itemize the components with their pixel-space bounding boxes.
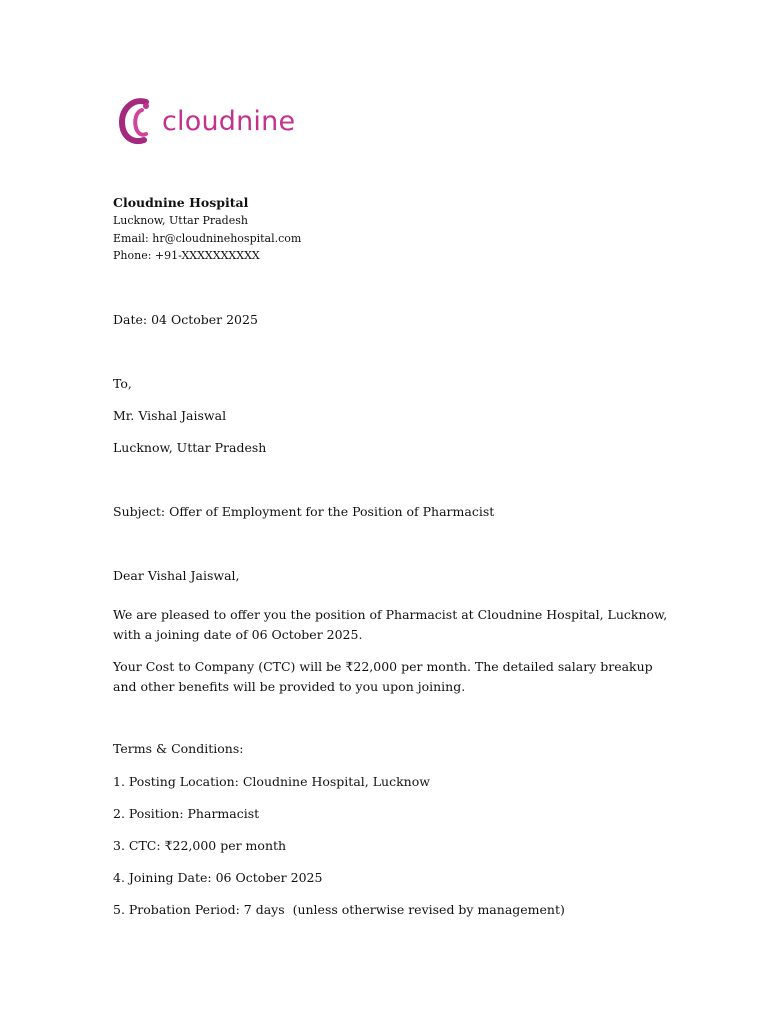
recipient-name: Mr. Vishal Jaiswal bbox=[113, 408, 227, 423]
recipient-to: To, bbox=[113, 376, 132, 391]
sender-email: Email: hr@cloudninehospital.com bbox=[113, 232, 302, 245]
terms-item: 5. Probation Period: 7 days (unless otherwise revised by management) bbox=[113, 902, 565, 917]
company-logo bbox=[116, 96, 295, 146]
sender-name: Cloudnine Hospital bbox=[113, 195, 249, 210]
greeting: Dear Vishal Jaiswal, bbox=[113, 568, 240, 583]
terms-item: 4. Joining Date: 06 October 2025 bbox=[113, 870, 323, 885]
recipient-address: Lucknow, Uttar Pradesh bbox=[113, 440, 267, 455]
sender-address: Lucknow, Uttar Pradesh bbox=[113, 214, 248, 227]
sender-phone: Phone: +91-XXXXXXXXXX bbox=[113, 249, 260, 262]
terms-item: 1. Posting Location: Cloudnine Hospital, Lucknow bbox=[113, 774, 430, 789]
terms-heading: Terms & Conditions: bbox=[113, 741, 244, 756]
letter-date: Date: 04 October 2025 bbox=[113, 312, 258, 327]
letter-subject: Subject: Offer of Employment for the Position of Pharmacist bbox=[113, 504, 495, 519]
terms-item: 2. Position: Pharmacist bbox=[113, 806, 260, 821]
logo-wordmark: cloudnine bbox=[162, 105, 296, 137]
body-paragraph: We are pleased to offer you the position of Pharmacist at Cloudnine Hospital, Lucknow, with a joining date of 06 October 2025. bbox=[113, 607, 668, 642]
cloudnine-logo-mark-icon bbox=[116, 96, 156, 146]
body-paragraph: Your Cost to Company (CTC) will be ₹22,000 per month. The detailed salary breakup and other benefits will be provided to you upon joining. bbox=[113, 659, 653, 694]
terms-item: 3. CTC: ₹22,000 per month bbox=[113, 838, 287, 853]
